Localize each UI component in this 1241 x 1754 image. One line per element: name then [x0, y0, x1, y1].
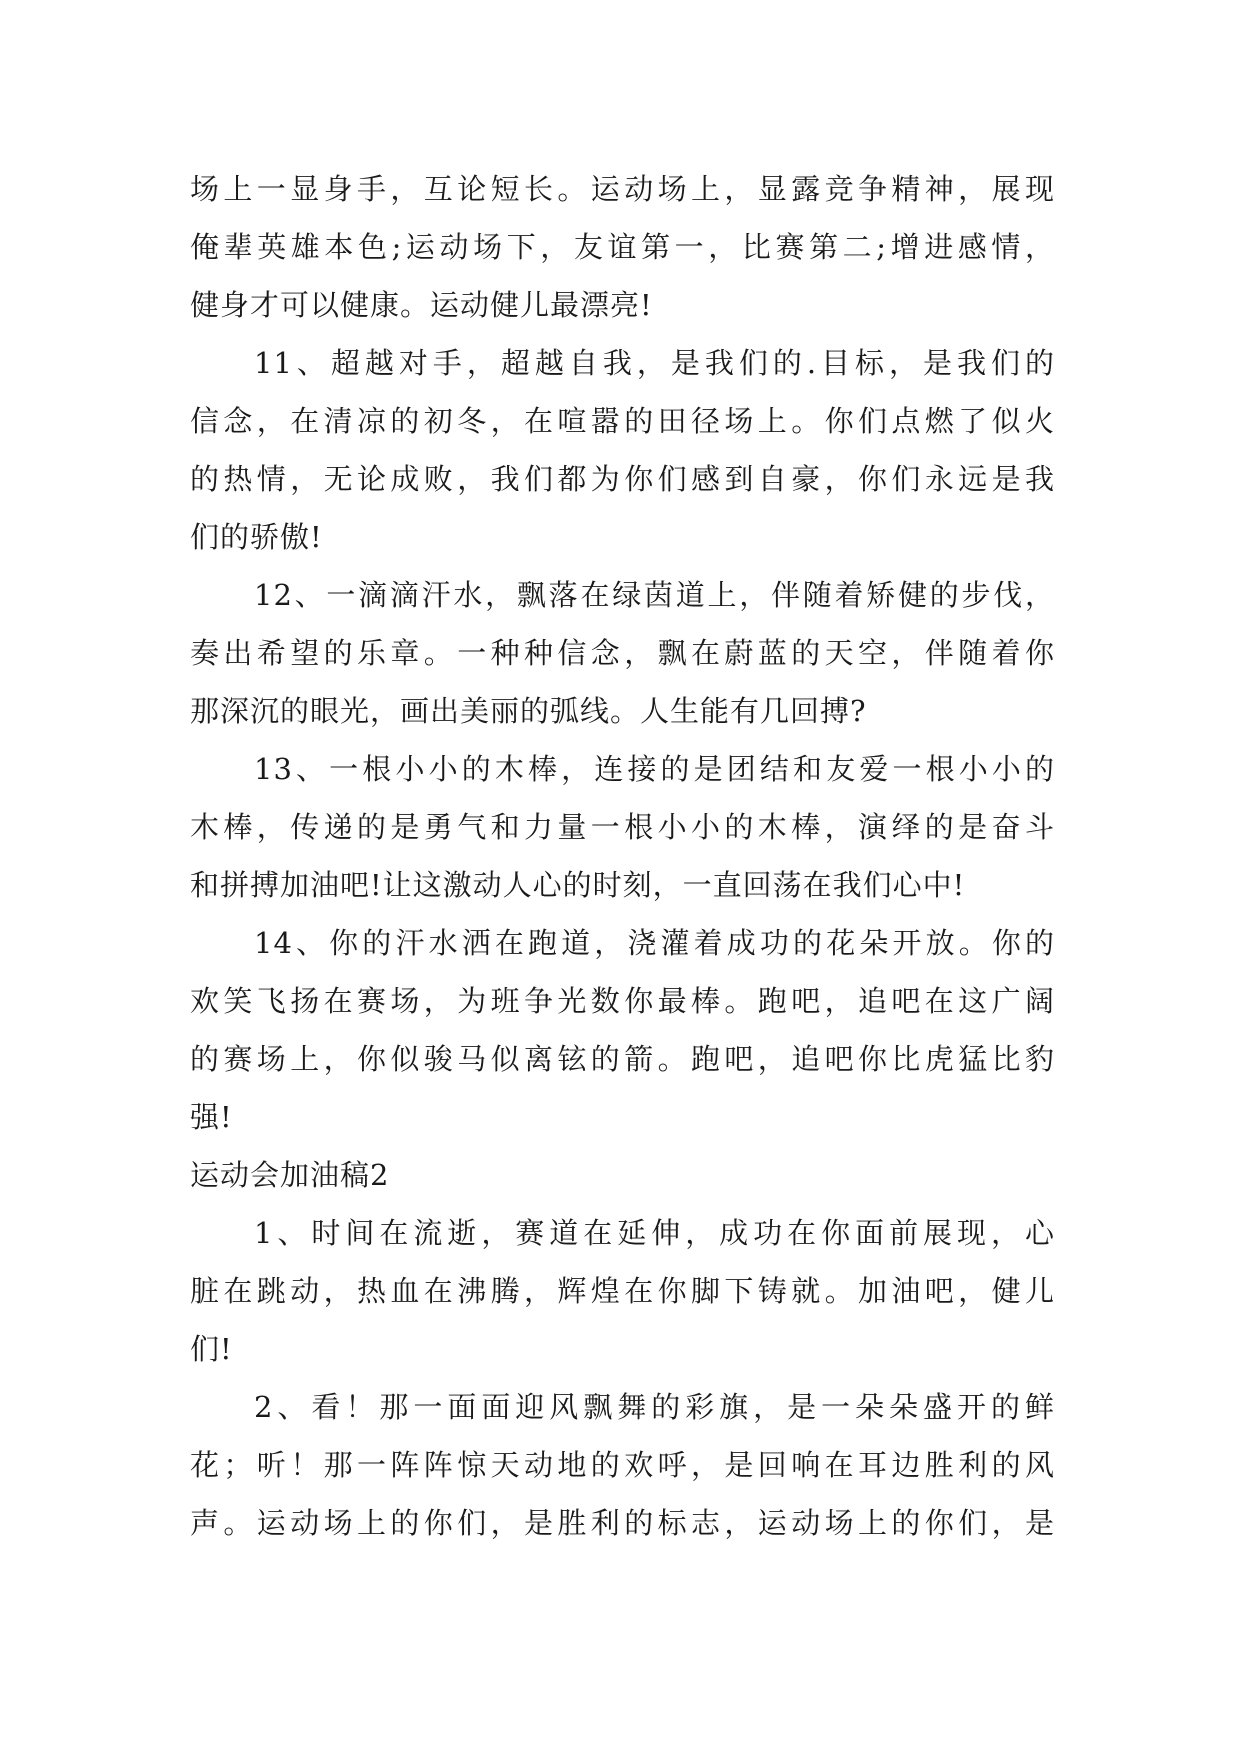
text-line: 的热情，无论成败，我们都为你们感到自豪，你们永远是我 [190, 462, 1055, 496]
text-line: 的赛场上，你似骏马似离铉的箭。跑吧，追吧你比虎猛比豹 [190, 1042, 1055, 1076]
text-line: 健身才可以健康。运动健儿最漂亮! [190, 288, 653, 322]
text-line: 声。运动场上的你们，是胜利的标志，运动场上的你们，是 [190, 1506, 1055, 1540]
text-line: 13、一根小小的木棒，连接的是团结和友爱一根小小的 [254, 752, 1055, 786]
text-line: 2、看！那一面面迎风飘舞的彩旗，是一朵朵盛开的鲜 [254, 1390, 1055, 1424]
text-line: 欢笑飞扬在赛场，为班争光数你最棒。跑吧，追吧在这广阔 [190, 984, 1055, 1018]
section-heading: 运动会加油稿2 [190, 1158, 390, 1192]
text-line: 场上一显身手，互论短长。运动场上，显露竞争精神，展现 [190, 172, 1055, 206]
paragraph-section2-item-2 [190, 1378, 1055, 1552]
text-line: 俺辈英雄本色;运动场下，友谊第一，比赛第二;增进感情， [190, 230, 1055, 264]
text-line: 奏出希望的乐章。一种种信念，飘在蔚蓝的天空，伴随着你 [190, 636, 1055, 670]
text-line: 12、一滴滴汗水，飘落在绿茵道上，伴随着矫健的步伐， [254, 578, 1055, 612]
text-line: 强! [190, 1100, 233, 1134]
text-line: 1、时间在流逝，赛道在延伸，成功在你面前展现，心 [254, 1216, 1055, 1250]
text-line: 那深沉的眼光，画出美丽的弧线。人生能有几回搏? [190, 694, 867, 728]
paragraph-continuation [190, 160, 1055, 334]
text-line: 脏在跳动，热血在沸腾，辉煌在你脚下铸就。加油吧，健儿 [190, 1274, 1055, 1308]
paragraph-item-14 [190, 914, 1055, 1146]
text-line: 花；听！那一阵阵惊天动地的欢呼，是回响在耳边胜利的风 [190, 1448, 1055, 1482]
text-line: 们的骄傲! [190, 520, 323, 554]
text-line: 14、你的汗水洒在跑道，浇灌着成功的花朵开放。你的 [254, 926, 1055, 960]
text-line: 和拼搏加油吧!让这激动人心的时刻，一直回荡在我们心中! [190, 868, 966, 902]
document-body [190, 160, 1055, 1552]
paragraph-item-12 [190, 566, 1055, 740]
text-line: 们! [190, 1332, 233, 1366]
paragraph-item-11 [190, 334, 1055, 566]
text-line: 木棒，传递的是勇气和力量一根小小的木棒，演绎的是奋斗 [190, 810, 1055, 844]
text-line: 11、超越对手，超越自我，是我们的.目标，是我们的 [254, 346, 1055, 380]
text-line: 信念，在清凉的初冬，在喧嚣的田径场上。你们点燃了似火 [190, 404, 1055, 438]
paragraph-section2-item-1 [190, 1204, 1055, 1378]
paragraph-item-13 [190, 740, 1055, 914]
